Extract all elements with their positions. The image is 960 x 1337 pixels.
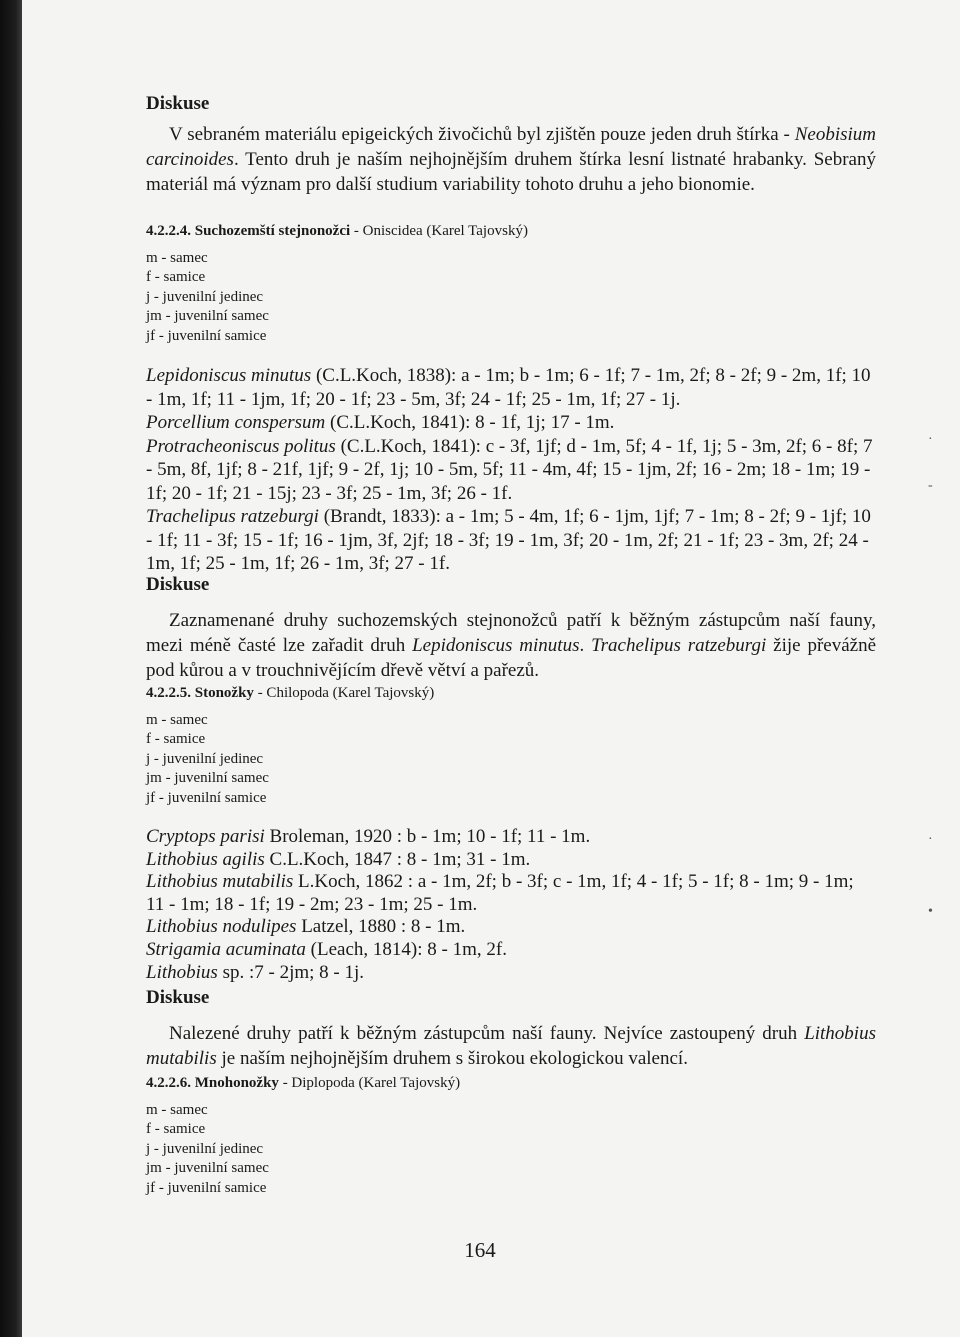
text-run: . Tento druh je naším nejhojnějším druhem štírka lesní listnaté hrabanky. Sebraný materiál má význam pro další studium variability tohoto druhu a jeho bionomie. (146, 149, 876, 195)
text-run: Zaznamenané druhy suchozemských stejnonožců patří k běžným zástupcům naší fauny, mezi méně časté lze zařadit druh (146, 610, 876, 656)
section-title (146, 221, 876, 241)
discussion-paragraph (146, 122, 876, 197)
species-list (146, 364, 876, 576)
legend-item: jf - juvenilní samice (146, 327, 267, 344)
species-name: Trachelipus ratzeburgi (146, 506, 319, 528)
species-record (146, 505, 876, 576)
species-name: Strigamia acuminata (146, 939, 306, 960)
legend-item: jm - juvenilní samec (146, 1160, 269, 1177)
section-title (146, 1073, 876, 1093)
section-isopods (146, 221, 876, 576)
species-occurrence: L.Koch, 1862 : a - 1m, 2f; b - 3f; c - 1m, 1f; 4 - 1f; 5 - 1f; 8 - 1m; 9 - 1m; 11 - 1m; 18 - 1f; 19 - 2m; 23 - 1m; 25 - 1m. (146, 871, 854, 915)
species-record (146, 364, 876, 411)
section-heading: Diskuse (146, 987, 210, 1008)
taxon-name: Neobisium carcinoides (146, 124, 876, 170)
scan-speck: • (928, 904, 933, 919)
species-record (146, 939, 876, 962)
section-discussion-centipedes (146, 986, 876, 1071)
section-heading: Diskuse (146, 93, 210, 114)
species-name: Lithobius mutabilis (146, 871, 294, 893)
legend-item: m - samec (146, 1102, 208, 1118)
section-centipedes (146, 683, 876, 984)
legend-item: j - juvenilní jedinec (146, 288, 264, 305)
species-occurrence: (Brandt, 1833): a - 1m; 5 - 4m, 1f; 6 - 1jm, 1jf; 7 - 1m; 8 - 2f; 9 - 1jf; 10 - 1f; 11 - 3f; 15 - 1f; 16 - 1jm, 3f, 2jf; 18 - 3f; 19 - 1m, 3f; 20 - 1m, 2f; 21 - 1f; 23 - 3m, 2f; 24 - 1m, 1f; 25 - 1m, 1f; 26 - 1m, 3f; 27 - 1f. (146, 506, 871, 575)
species-occurrence: (C.L.Koch, 1838): a - 1m; b - 1m; 6 - 1f; 7 - 1m, 2f; 8 - 2f; 9 - 2m, 1f; 10 - 1m, 1f; 11 - 1jm, 1f; 20 - 1f; 23 - 5m, 3f; 24 - 1f; 25 - 1m, 1f; 27 - 1j. (146, 365, 871, 410)
discussion-paragraph (146, 608, 876, 683)
species-list (146, 826, 876, 984)
text-run: V sebraném materiálu epigeických živočichů byl zjištěn pouze jeden druh štírka - (169, 124, 795, 145)
species-record (146, 435, 876, 506)
species-record (146, 916, 876, 939)
scan-speck: · (928, 832, 933, 847)
species-occurrence: Latzel, 1880 : 8 - 1m. (296, 916, 466, 938)
species-name: Lithobius (146, 961, 218, 983)
legend-item: jm - juvenilní samec (146, 770, 269, 787)
species-occurrence: (C.L.Koch, 1841): 8 - 1f, 1j; 17 - 1m. (325, 412, 615, 434)
abbreviation-legend (146, 249, 876, 346)
species-occurrence: (Leach, 1814): 8 - 1m, 2f. (305, 939, 507, 960)
scan-binding-edge (0, 0, 22, 1337)
section-name: Mnohonožky (194, 1075, 279, 1091)
species-occurrence: C.L.Koch, 1847 : 8 - 1m; 31 - 1m. (264, 848, 531, 870)
section-discussion-pseudoscorpions (146, 92, 876, 197)
species-name: Lithobius agilis (146, 848, 265, 870)
species-name: Protracheoniscus politus (146, 435, 336, 457)
section-name: Stonožky (194, 685, 254, 701)
species-name: Lepidoniscus minutus (146, 365, 312, 387)
section-subtitle: - Diplopoda (Karel Tajovský) (282, 1075, 461, 1091)
species-occurrence: Broleman, 1920 : b - 1m; 10 - 1f; 11 - 1m. (264, 826, 591, 848)
legend-item: m - samec (146, 712, 208, 728)
section-number: 4.2.2.4. (146, 223, 191, 239)
legend-item: f - samice (146, 269, 206, 286)
section-title (146, 683, 876, 703)
section-subtitle: - Oniscidea (Karel Tajovský) (353, 223, 528, 239)
section-millipedes (146, 1073, 876, 1198)
taxon-name: Lepidoniscus minutus (412, 635, 580, 656)
species-name: Lithobius nodulipes (146, 916, 297, 938)
species-record (146, 871, 876, 916)
text-run: je naším nejhojnějším druhem s širokou ekologickou valencí. (216, 1048, 688, 1069)
legend-item: j - juvenilní jedinec (146, 1140, 264, 1157)
text-run: . (579, 635, 592, 656)
page-number: 164 (464, 1238, 496, 1262)
species-record (146, 962, 876, 985)
abbreviation-legend (146, 711, 876, 808)
species-occurrence: sp. :7 - 2jm; 8 - 1j. (217, 961, 365, 983)
text-run: žije převážně pod kůrou a v trouchnivějícím dřevě větví a pařezů. (146, 635, 877, 681)
species-record (146, 826, 876, 849)
taxon-name: Trachelipus ratzeburgi (591, 635, 767, 656)
species-name: Porcellium conspersum (146, 412, 326, 434)
scan-speck: · (928, 432, 933, 447)
section-heading: Diskuse (146, 574, 210, 595)
species-occurrence: (C.L.Koch, 1841): c - 3f, 1jf; d - 1m, 5f; 4 - 1f, 1j; 5 - 3m, 2f; 6 - 8f; 7 - 5m, 8f, 1jf; 8 - 21f, 1jf; 9 - 2f, 1j; 10 - 5m, 5f; 11 - 4m, 4f; 15 - 1jm, 2f; 16 - 2m; 18 - 1m; 19 - 1f; 20 - 1f; 21 - 15j; 23 - 3f; 25 - 1m, 3f; 26 - 1f. (146, 435, 873, 504)
legend-item: m - samec (146, 250, 208, 266)
section-name: Suchozemští stejnonožci (194, 223, 351, 239)
abbreviation-legend (146, 1101, 876, 1198)
section-number: 4.2.2.6. (146, 1075, 191, 1091)
legend-item: jm - juvenilní samec (146, 308, 269, 325)
scan-speck: - (928, 478, 933, 493)
legend-item: f - samice (146, 1121, 206, 1138)
legend-item: f - samice (146, 731, 206, 748)
text-run: Nalezené druhy patří k běžným zástupcům naší fauny. Nejvíce zastoupený druh (169, 1023, 805, 1044)
species-name: Cryptops parisi (146, 826, 265, 848)
section-number: 4.2.2.5. (146, 685, 191, 701)
species-record (146, 849, 876, 872)
taxon-name: Lithobius mutabilis (146, 1023, 876, 1069)
species-record (146, 411, 876, 435)
section-subtitle: - Chilopoda (Karel Tajovský) (257, 685, 435, 701)
section-discussion-isopods (146, 573, 876, 683)
legend-item: j - juvenilní jedinec (146, 750, 264, 767)
legend-item: jf - juvenilní samice (146, 1179, 267, 1196)
legend-item: jf - juvenilní samice (146, 789, 267, 806)
discussion-paragraph (146, 1021, 876, 1071)
